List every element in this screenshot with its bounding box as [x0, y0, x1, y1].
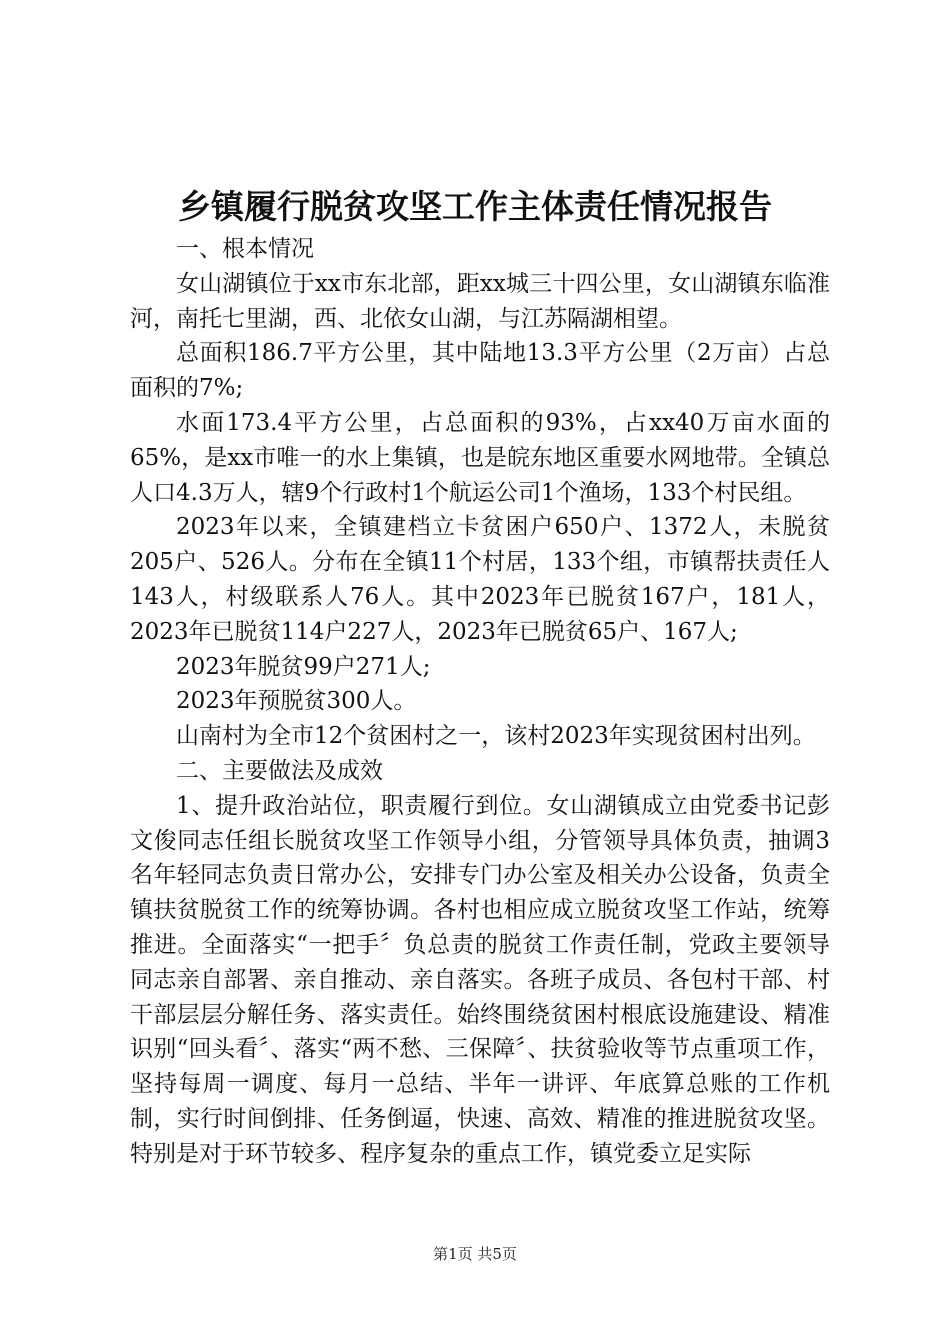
- paragraph-political-position: 1、提升政治站位，职责履行到位。女山湖镇成立由党委书记彭文俊同志任组长脱贫攻坚工作领导小组，分管领导具体负责，抽调3名年轻同志负责日常办公，安排专门办公室及相关办公设备，负责全镇扶贫脱贫工作的统筹协调。各村也相应成立脱贫攻坚工作站，统筹推进。全面落实“一把手〞负总责的脱贫工作责任制，党政主要领导同志亲自部署、亲自推动、亲自落实。各班子成员、各包村干部、村干部层层分解任务、落实责任。始终围绕贫困村根底设施建设、精准识别“回头看〞、落实“两不愁、三保障〞、扶贫验收等节点重项工作，坚持每周一调度、每月一总结、半年一讲评、年底算总账的工作机制，实行时间倒排、任务倒逼，快速、高效、精准的推进脱贫攻坚。特别是对于环节较多、程序复杂的重点工作，镇党委立足实际: [130, 792, 830, 1167]
- paragraph-area: 总面积186.7平方公里，其中陆地13.3平方公里（2万亩）占总面积的7%;: [130, 340, 830, 402]
- section-heading-measures: 二、主要做法及成效: [176, 757, 383, 784]
- paragraph-poverty-stats: 2023年以来，全镇建档立卡贫困户650户、1372人，未脱贫205户、526人。分布在全镇11个村居，133个组，市镇帮扶责任人143人，村级联系人76人。其中2023年已脱贫167户，181人，2023年已脱贫114户227人，2023年已脱贫65户、167人;: [130, 514, 830, 645]
- page-number: 第1页 共5页: [433, 1245, 517, 1263]
- document-body: [130, 232, 830, 1172]
- paragraph-2023-poverty: 2023年脱贫99户271人;: [176, 653, 431, 680]
- paragraph-water: 水面173.4平方公里，占总面积的93%，占xx40万亩水面的65%，是xx市唯一的水上集镇，也是皖东地区重要水网地带。全镇总人口4.3万人，辖9个行政村1个航运公司1个渔场，133个村民组。: [130, 409, 830, 506]
- document-title: 乡镇履行脱贫攻坚工作主体责任情况报告: [178, 187, 772, 226]
- paragraph-shannan-village: 山南村为全市12个贫困村之一，该村2023年实现贫困村出列。: [176, 723, 816, 750]
- section-heading-basic: 一、根本情况: [176, 236, 314, 262]
- paragraph-2023-expected: 2023年预脱贫300人。: [176, 688, 417, 715]
- paragraph-location: 女山湖镇位于xx市东北部，距xx城三十四公里，女山湖镇东临淮河，南托七里湖，西、北依女山湖，与江苏隔湖相望。: [130, 270, 830, 332]
